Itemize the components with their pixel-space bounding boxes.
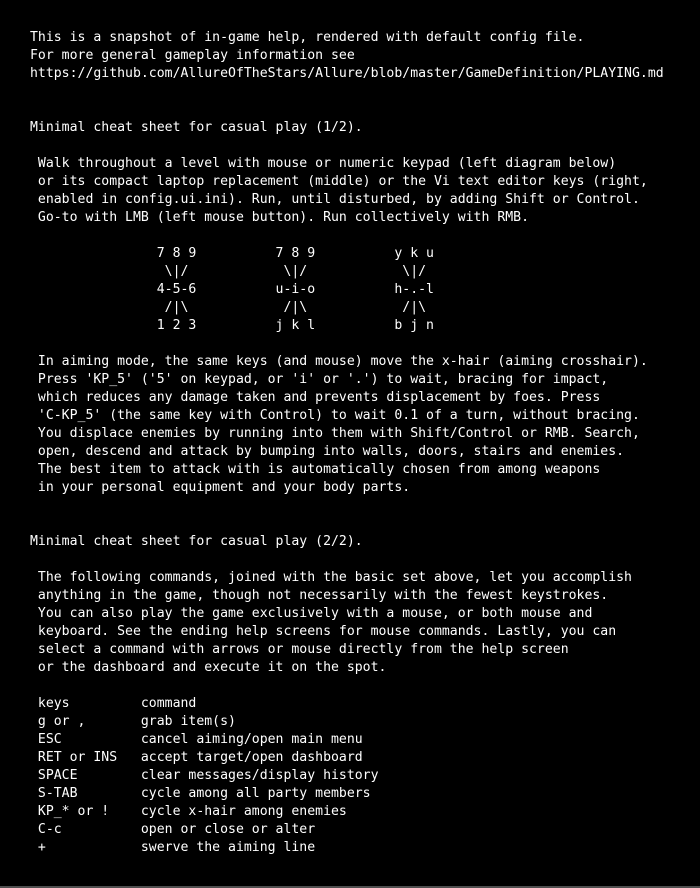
command-table-row: C-c open or close or alter <box>30 822 316 837</box>
movement-paragraph-line: enabled in config.ui.ini). Run, until disturbed, by adding Shift or Control. <box>30 192 640 207</box>
commands-paragraph-line: anything in the game, though not necessarily with the fewest keystrokes. <box>30 588 609 603</box>
commands-paragraph-line: select a command with arrows or mouse directly from the help screen <box>30 642 569 657</box>
command-table-row: ESC cancel aiming/open main menu <box>30 732 363 747</box>
blank-line <box>30 83 700 101</box>
command-table-header: keys command <box>30 696 197 711</box>
sheet2-heading: Minimal cheat sheet for casual play (2/2). <box>30 534 363 549</box>
blank-line <box>30 515 700 533</box>
keypad-diagram-line: /|\ /|\ /|\ <box>30 300 427 315</box>
blank-line <box>30 227 700 245</box>
aiming-paragraph-line: in your personal equipment and your body parts. <box>30 480 411 495</box>
blank-line <box>30 551 700 569</box>
movement-paragraph-line: Go-to with LMB (left mouse button). Run collectively with RMB. <box>30 210 530 225</box>
intro-line: For more general gameplay information see <box>30 48 355 63</box>
blank-line <box>30 137 700 155</box>
aiming-paragraph-line: open, descend and attack by bumping into walls, doors, stairs and enemies. <box>30 444 625 459</box>
commands-paragraph-line: keyboard. See the ending help screens for mouse commands. Lastly, you can <box>30 624 617 639</box>
blank-line <box>30 335 700 353</box>
keypad-diagram-line: 7 8 9 7 8 9 y k u <box>30 246 434 261</box>
commands-paragraph-line: You can also play the game exclusively with a mouse, or both mouse and <box>30 606 593 621</box>
command-table-row: g or , grab item(s) <box>30 714 236 729</box>
command-table-row: KP_* or ! cycle x-hair among enemies <box>30 804 347 819</box>
movement-paragraph-line: or its compact laptop replacement (middle) or the Vi text editor keys (right, <box>30 174 648 189</box>
aiming-paragraph-line: which reduces any damage taken and prevents displacement by foes. Press <box>30 390 601 405</box>
movement-paragraph-line: Walk throughout a level with mouse or numeric keypad (left diagram below) <box>30 156 617 171</box>
aiming-paragraph-line: In aiming mode, the same keys (and mouse) move the x-hair (aiming crosshair). <box>30 354 648 369</box>
intro-line: https://github.com/AllureOfTheStars/Allure/blob/master/GameDefinition/PLAYING.md <box>30 66 664 81</box>
commands-paragraph-line: The following commands, joined with the basic set above, let you accomplish <box>30 570 632 585</box>
intro-line: This is a snapshot of in-game help, rendered with default config file. <box>30 30 585 45</box>
command-table-row: RET or INS accept target/open dashboard <box>30 750 363 765</box>
command-table-row: S-TAB cycle among all party members <box>30 786 371 801</box>
blank-line <box>30 101 700 119</box>
aiming-paragraph-line: Press 'KP_5' ('5' on keypad, or 'i' or '.') to wait, bracing for impact, <box>30 372 609 387</box>
aiming-paragraph-line: The best item to attack with is automatically chosen from among weapons <box>30 462 601 477</box>
blank-line <box>30 497 700 515</box>
sheet1-heading: Minimal cheat sheet for casual play (1/2). <box>30 120 363 135</box>
keypad-diagram-line: 4-5-6 u-i-o h-.-l <box>30 282 434 297</box>
commands-paragraph-line: or the dashboard and execute it on the spot. <box>30 660 387 675</box>
keypad-diagram-line: 1 2 3 j k l b j n <box>30 318 434 333</box>
command-table-row: SPACE clear messages/display history <box>30 768 379 783</box>
aiming-paragraph-line: You displace enemies by running into them with Shift/Control or RMB. Search, <box>30 426 640 441</box>
aiming-paragraph-line: 'C-KP_5' (the same key with Control) to wait 0.1 of a turn, without bracing. <box>30 408 640 423</box>
command-table-row: + swerve the aiming line <box>30 840 316 855</box>
blank-line <box>30 677 700 695</box>
keypad-diagram-line: \|/ \|/ \|/ <box>30 264 427 279</box>
